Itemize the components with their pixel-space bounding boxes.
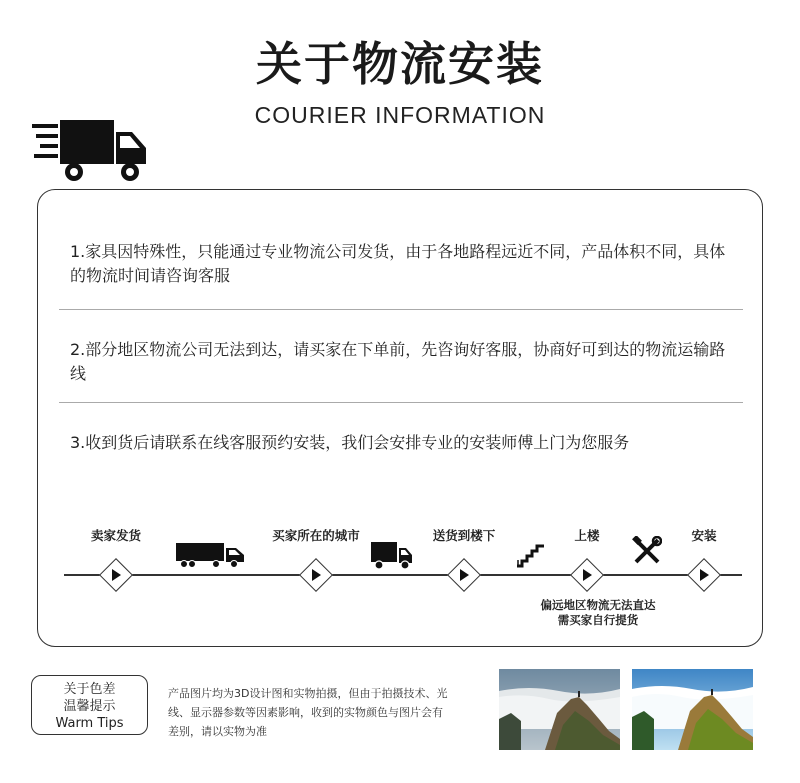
disclaimer-line: 差别，请以实物为准 [168,725,267,738]
disclaimer-line: 产品图片均为3D设计图和实物拍摄，但由于拍摄技术、光 [168,687,448,700]
warm-tips-box [31,675,148,735]
page-title: 关于物流安装 [256,37,544,91]
step-label-buyer-city: 买家所在的城市 [272,528,360,543]
timeline [64,574,742,576]
play-icon [583,569,592,581]
play-icon [700,569,709,581]
tips-line: 温馨提示 [63,699,116,714]
remote-note-line: 偏远地区物流无法直达 [540,598,656,612]
step-label-seller-ships: 卖家发货 [90,528,142,543]
divider [59,402,743,403]
landscape-photo-bright [632,669,753,750]
step-label-upstairs: 上楼 [574,528,600,543]
tools-icon [632,536,662,566]
play-icon [312,569,321,581]
play-icon [112,569,121,581]
note-3: 3.收到货后请联系在线客服预约安装，我们会安排专业的安装师傅上门为您服务 [70,433,630,452]
page-subtitle: COURIER INFORMATION [254,102,546,128]
remote-area-note [528,598,668,628]
step-label-install: 安装 [691,528,717,543]
divider [59,309,743,310]
box-truck-icon [371,540,413,570]
play-icon [460,569,469,581]
remote-note-line: 需买家自行提货 [557,613,639,627]
step-label-delivery-downstairs: 送货到楼下 [432,528,496,543]
tips-line: Warm Tips [55,716,124,731]
stairs-icon [515,542,547,568]
truck-icon [32,118,150,186]
note-2: 2.部分地区物流公司无法到达，请买家在下单前，先咨询好客服，协商好可到达的物流运输路线 [70,340,726,383]
semi-truck-icon [176,541,246,569]
note-1: 1.家具因特殊性，只能通过专业物流公司发货，由于各地路程远近不同，产品体积不同，具体的物流时间请咨询客服 [70,242,726,285]
color-disclaimer [168,684,498,741]
disclaimer-line: 线、显示器参数等因素影响，收到的实物颜色与图片会有 [168,706,443,719]
tips-line: 关于色差 [63,682,116,697]
landscape-photo-dim [499,669,620,750]
